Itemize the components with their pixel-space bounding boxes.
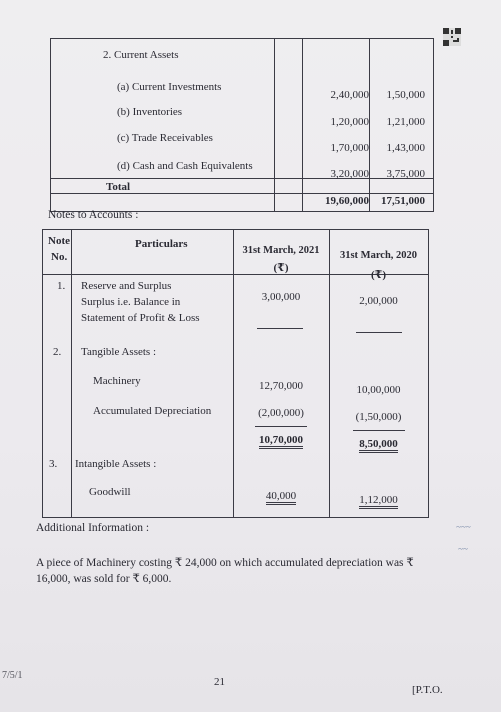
note-1-line2: Surplus i.e. Balance in — [81, 296, 181, 308]
item-current: 3,20,000 — [330, 168, 369, 180]
item-current: 1,70,000 — [330, 142, 369, 154]
item-previous: 1,21,000 — [386, 116, 425, 128]
item-current: 1,20,000 — [330, 116, 369, 128]
page-number: 21 — [214, 676, 225, 688]
machinery-previous: 10,00,000 — [356, 384, 401, 396]
dep-current-line — [255, 426, 307, 427]
note-1-previous-underline — [356, 332, 402, 333]
goodwill-label: Goodwill — [89, 486, 131, 498]
margin-scribble: ~~~ — [456, 522, 471, 532]
item-label: (d) Cash and Cash Equivalents — [117, 160, 253, 172]
header-currency-2021: (₹) — [273, 262, 289, 274]
header-note-no: Note — [48, 235, 70, 247]
note-3-number: 3. — [49, 458, 58, 470]
item-previous: 3,75,000 — [386, 168, 425, 180]
note-2-heading: Tangible Assets : — [81, 346, 157, 358]
pto-label: [P.T.O. — [412, 684, 443, 696]
note-3-heading: Intangible Assets : — [75, 458, 157, 470]
notes-title: Notes to Accounts : — [48, 209, 139, 221]
item-label: (c) Trade Receivables — [117, 132, 213, 144]
acc-dep-previous: (1,50,000) — [355, 411, 402, 423]
header-year-2020: 31st March, 2020 — [339, 250, 418, 261]
current-assets-heading: 2. Current Assets — [103, 49, 179, 61]
item-previous: 1,43,000 — [386, 142, 425, 154]
qr-code-icon — [443, 28, 461, 46]
header-particulars: Particulars — [135, 238, 188, 250]
machinery-current: 12,70,000 — [259, 380, 303, 392]
tangible-net-current: 10,70,000 — [233, 434, 329, 446]
margin-scribble: ~~ — [458, 544, 468, 554]
dep-previous-line — [353, 430, 405, 431]
note-1-previous: 2,00,000 — [359, 295, 398, 307]
current-assets-table — [50, 38, 434, 212]
acc-dep-label: Accumulated Depreciation — [93, 405, 212, 417]
header-note-no-line2: No. — [51, 251, 68, 263]
goodwill-previous: 1,12,000 — [329, 494, 428, 506]
note-1-current: 3,00,000 — [261, 291, 301, 303]
item-label: (b) Inventories — [117, 106, 183, 118]
note-1-line1: Reserve and Surplus — [81, 280, 172, 292]
header-year-2021: 31st March, 2021 — [242, 245, 320, 256]
notes-table — [42, 229, 429, 518]
item-label: (a) Current Investments — [117, 81, 222, 93]
item-current: 2,40,000 — [330, 89, 369, 101]
machinery-label: Machinery — [93, 375, 141, 387]
goodwill-current: 40,000 — [233, 490, 329, 502]
total-label: Total — [106, 181, 131, 193]
item-previous: 1,50,000 — [386, 89, 425, 101]
acc-dep-current: (2,00,000) — [258, 407, 304, 419]
tangible-net-previous: 8,50,000 — [329, 438, 428, 450]
additional-info-title: Additional Information : — [36, 522, 150, 534]
paper-code: 7/5/1 — [2, 670, 23, 681]
header-currency-2020: (₹) — [371, 269, 386, 281]
note-1-current-underline — [257, 328, 303, 329]
total-previous: 17,51,000 — [381, 195, 425, 207]
note-1-number: 1. — [57, 280, 66, 292]
total-current: 19,60,000 — [325, 195, 369, 207]
note-1-line3: Statement of Profit & Loss — [81, 312, 200, 324]
note-2-number: 2. — [53, 346, 62, 358]
additional-info-text: A piece of Machinery costing ₹ 24,000 on which accumulated depreciation was ₹ 16,000, was sold for ₹ 6,000. — [36, 557, 414, 585]
